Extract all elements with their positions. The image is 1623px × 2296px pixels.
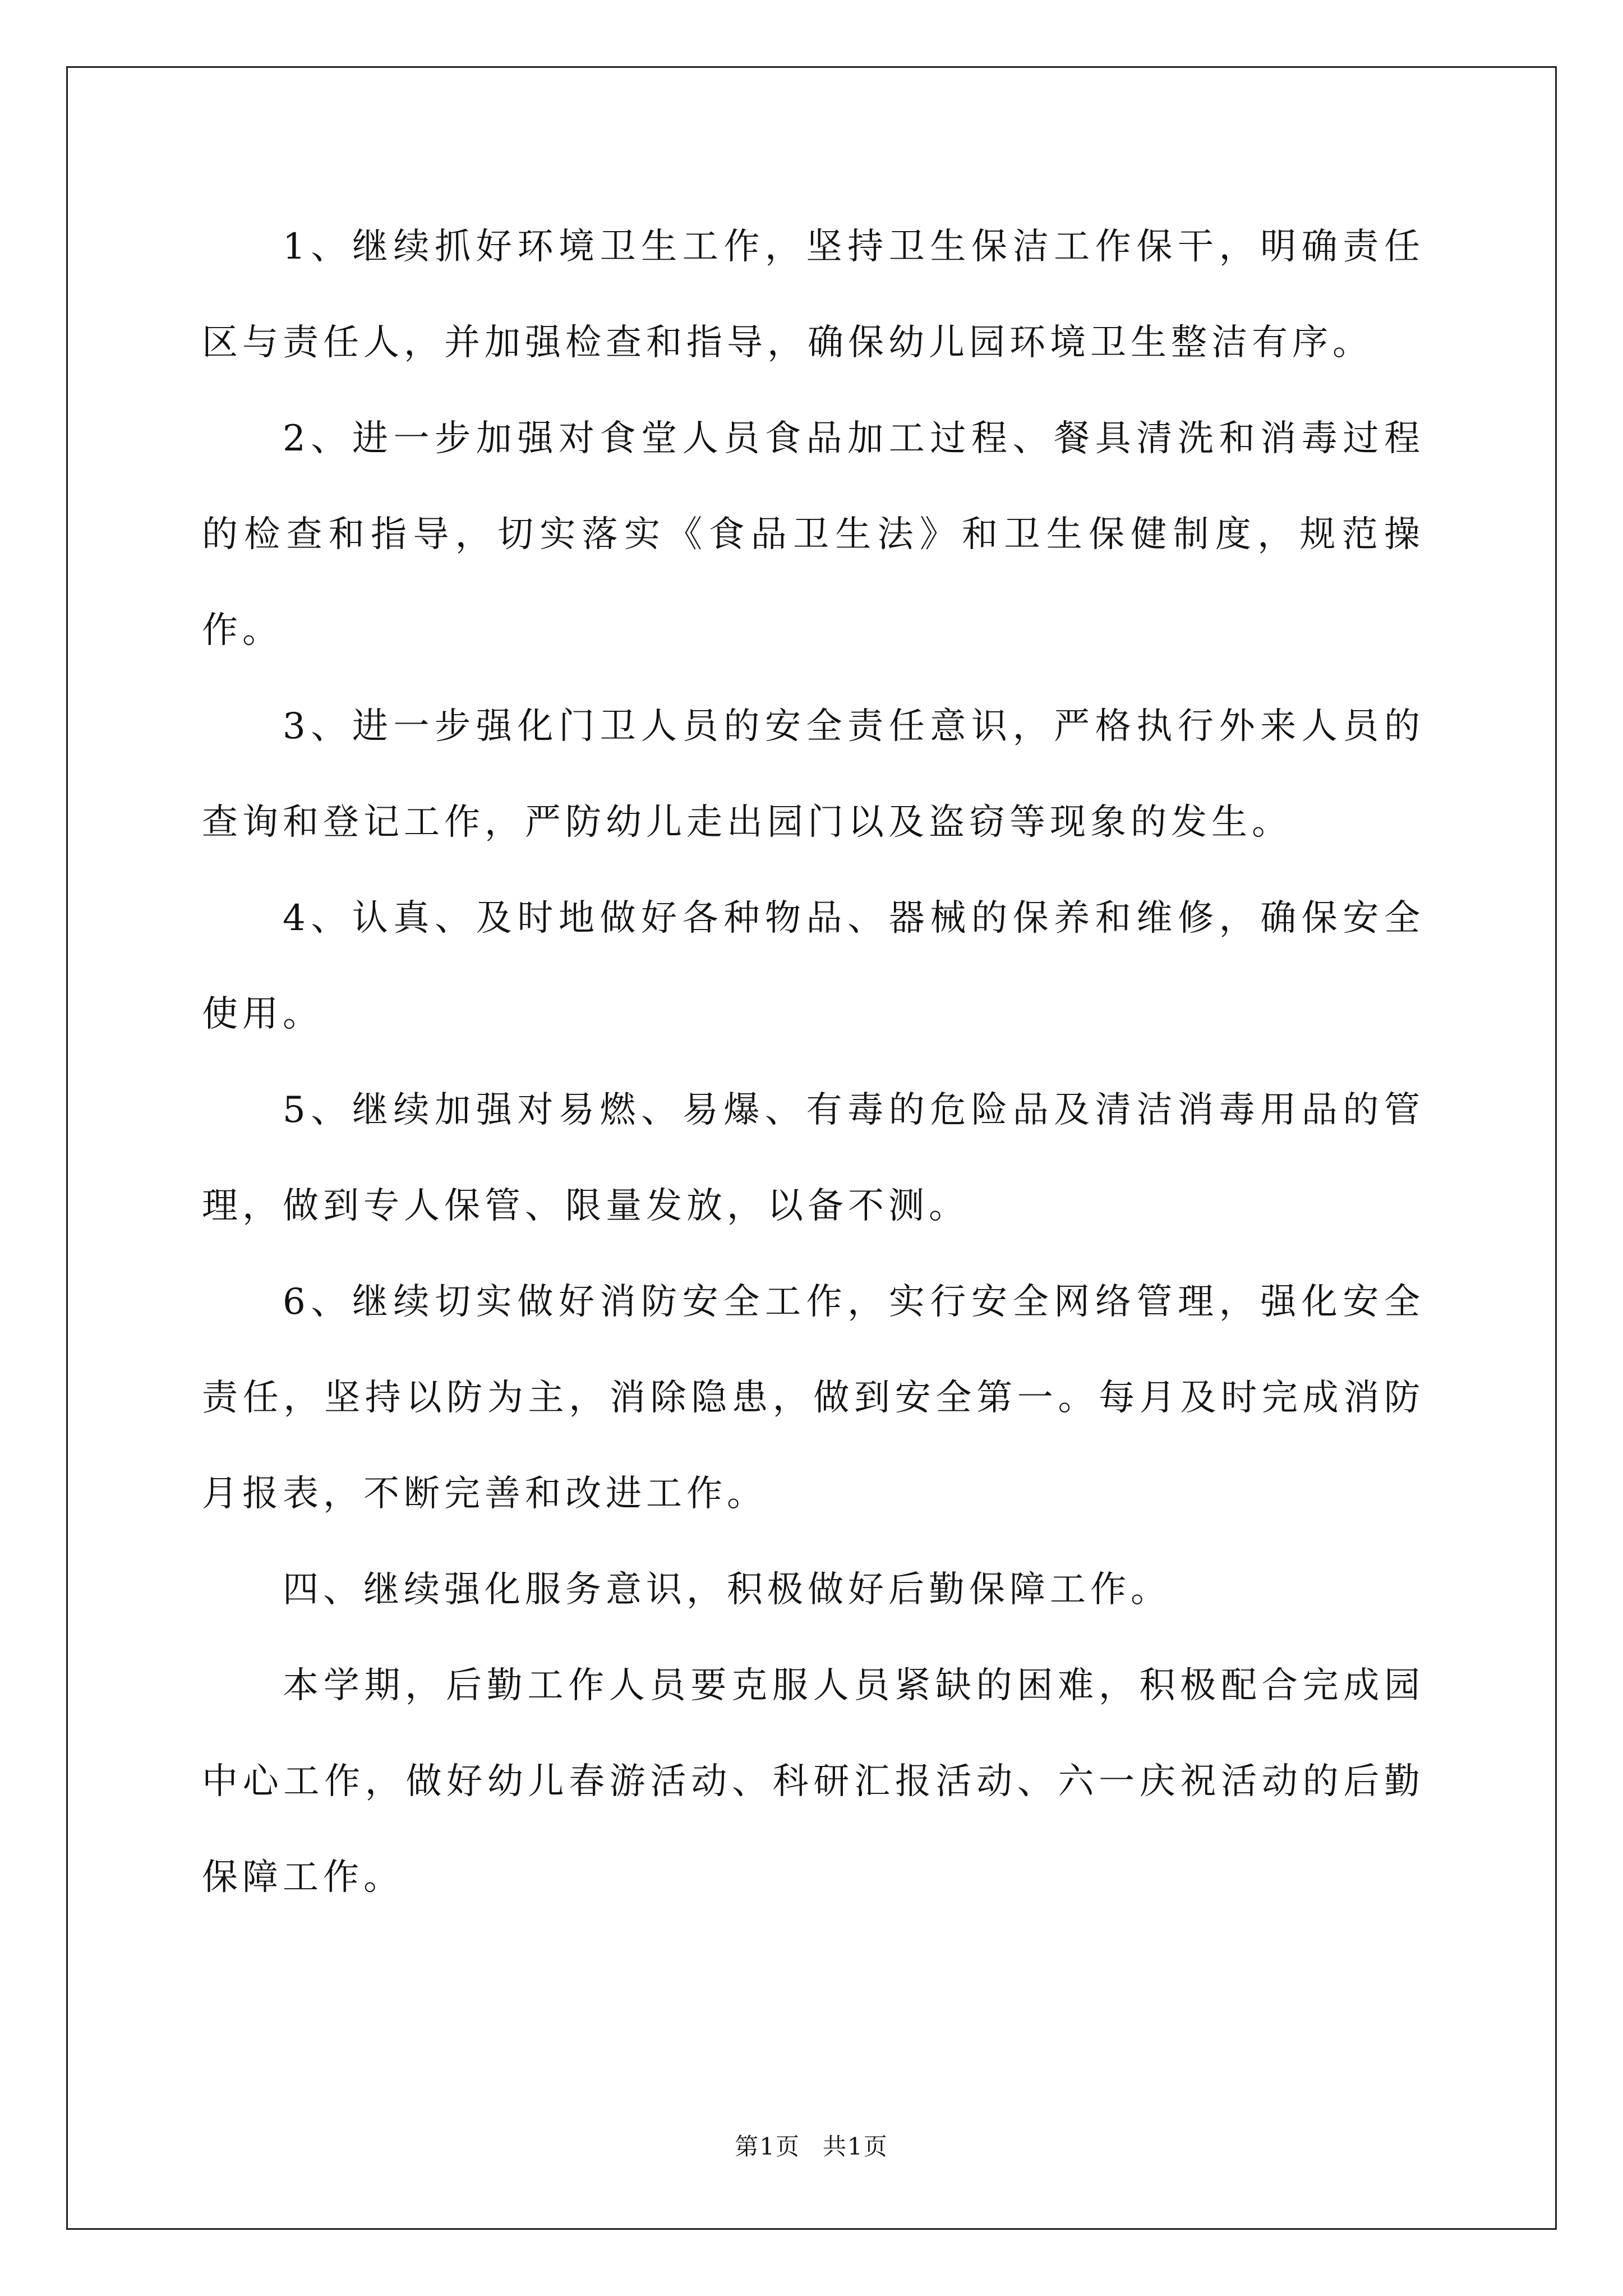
paragraph-2: 2、进一步加强对食堂人员食品加工过程、餐具清洗和消毒过程的检查和指导，切实落实《食品卫生法》和卫生保健制度，规范操作。	[202, 418, 1424, 651]
page-total: 共1页	[823, 2133, 888, 2160]
section-heading-4: 四、继续强化服务意识，积极做好后勤保障工作。	[283, 1569, 1171, 1611]
paragraph-7: 本学期，后勤工作人员要克服人员紧缺的困难，积极配合完成园中心工作，做好幼儿春游活动、科研汇报活动、六一庆祝活动的后勤保障工作。	[202, 1665, 1424, 1898]
document-body	[202, 199, 1424, 1926]
paragraph-3: 3、进一步强化门卫人员的安全责任意识，严格执行外来人员的查询和登记工作，严防幼儿走出园门以及盗窃等现象的发生。	[202, 706, 1424, 843]
paragraph-4: 4、认真、及时地做好各种物品、器械的保养和维修，确保安全使用。	[202, 898, 1424, 1035]
page-footer	[0, 2133, 1623, 2161]
paragraph-6: 6、继续切实做好消防安全工作，实行安全网络管理，强化安全责任，坚持以防为主，消除隐患，做到安全第一。每月及时完成消防月报表，不断完善和改进工作。	[202, 1281, 1424, 1515]
paragraph-5: 5、继续加强对易燃、易爆、有毒的危险品及清洁消毒用品的管理，做到专人保管、限量发放，以备不测。	[202, 1089, 1424, 1227]
paragraph-1: 1、继续抓好环境卫生工作，坚持卫生保洁工作保干，明确责任区与责任人，并加强检查和指导，确保幼儿园环境卫生整洁有序。	[202, 226, 1424, 364]
page-number: 第1页	[735, 2133, 800, 2160]
